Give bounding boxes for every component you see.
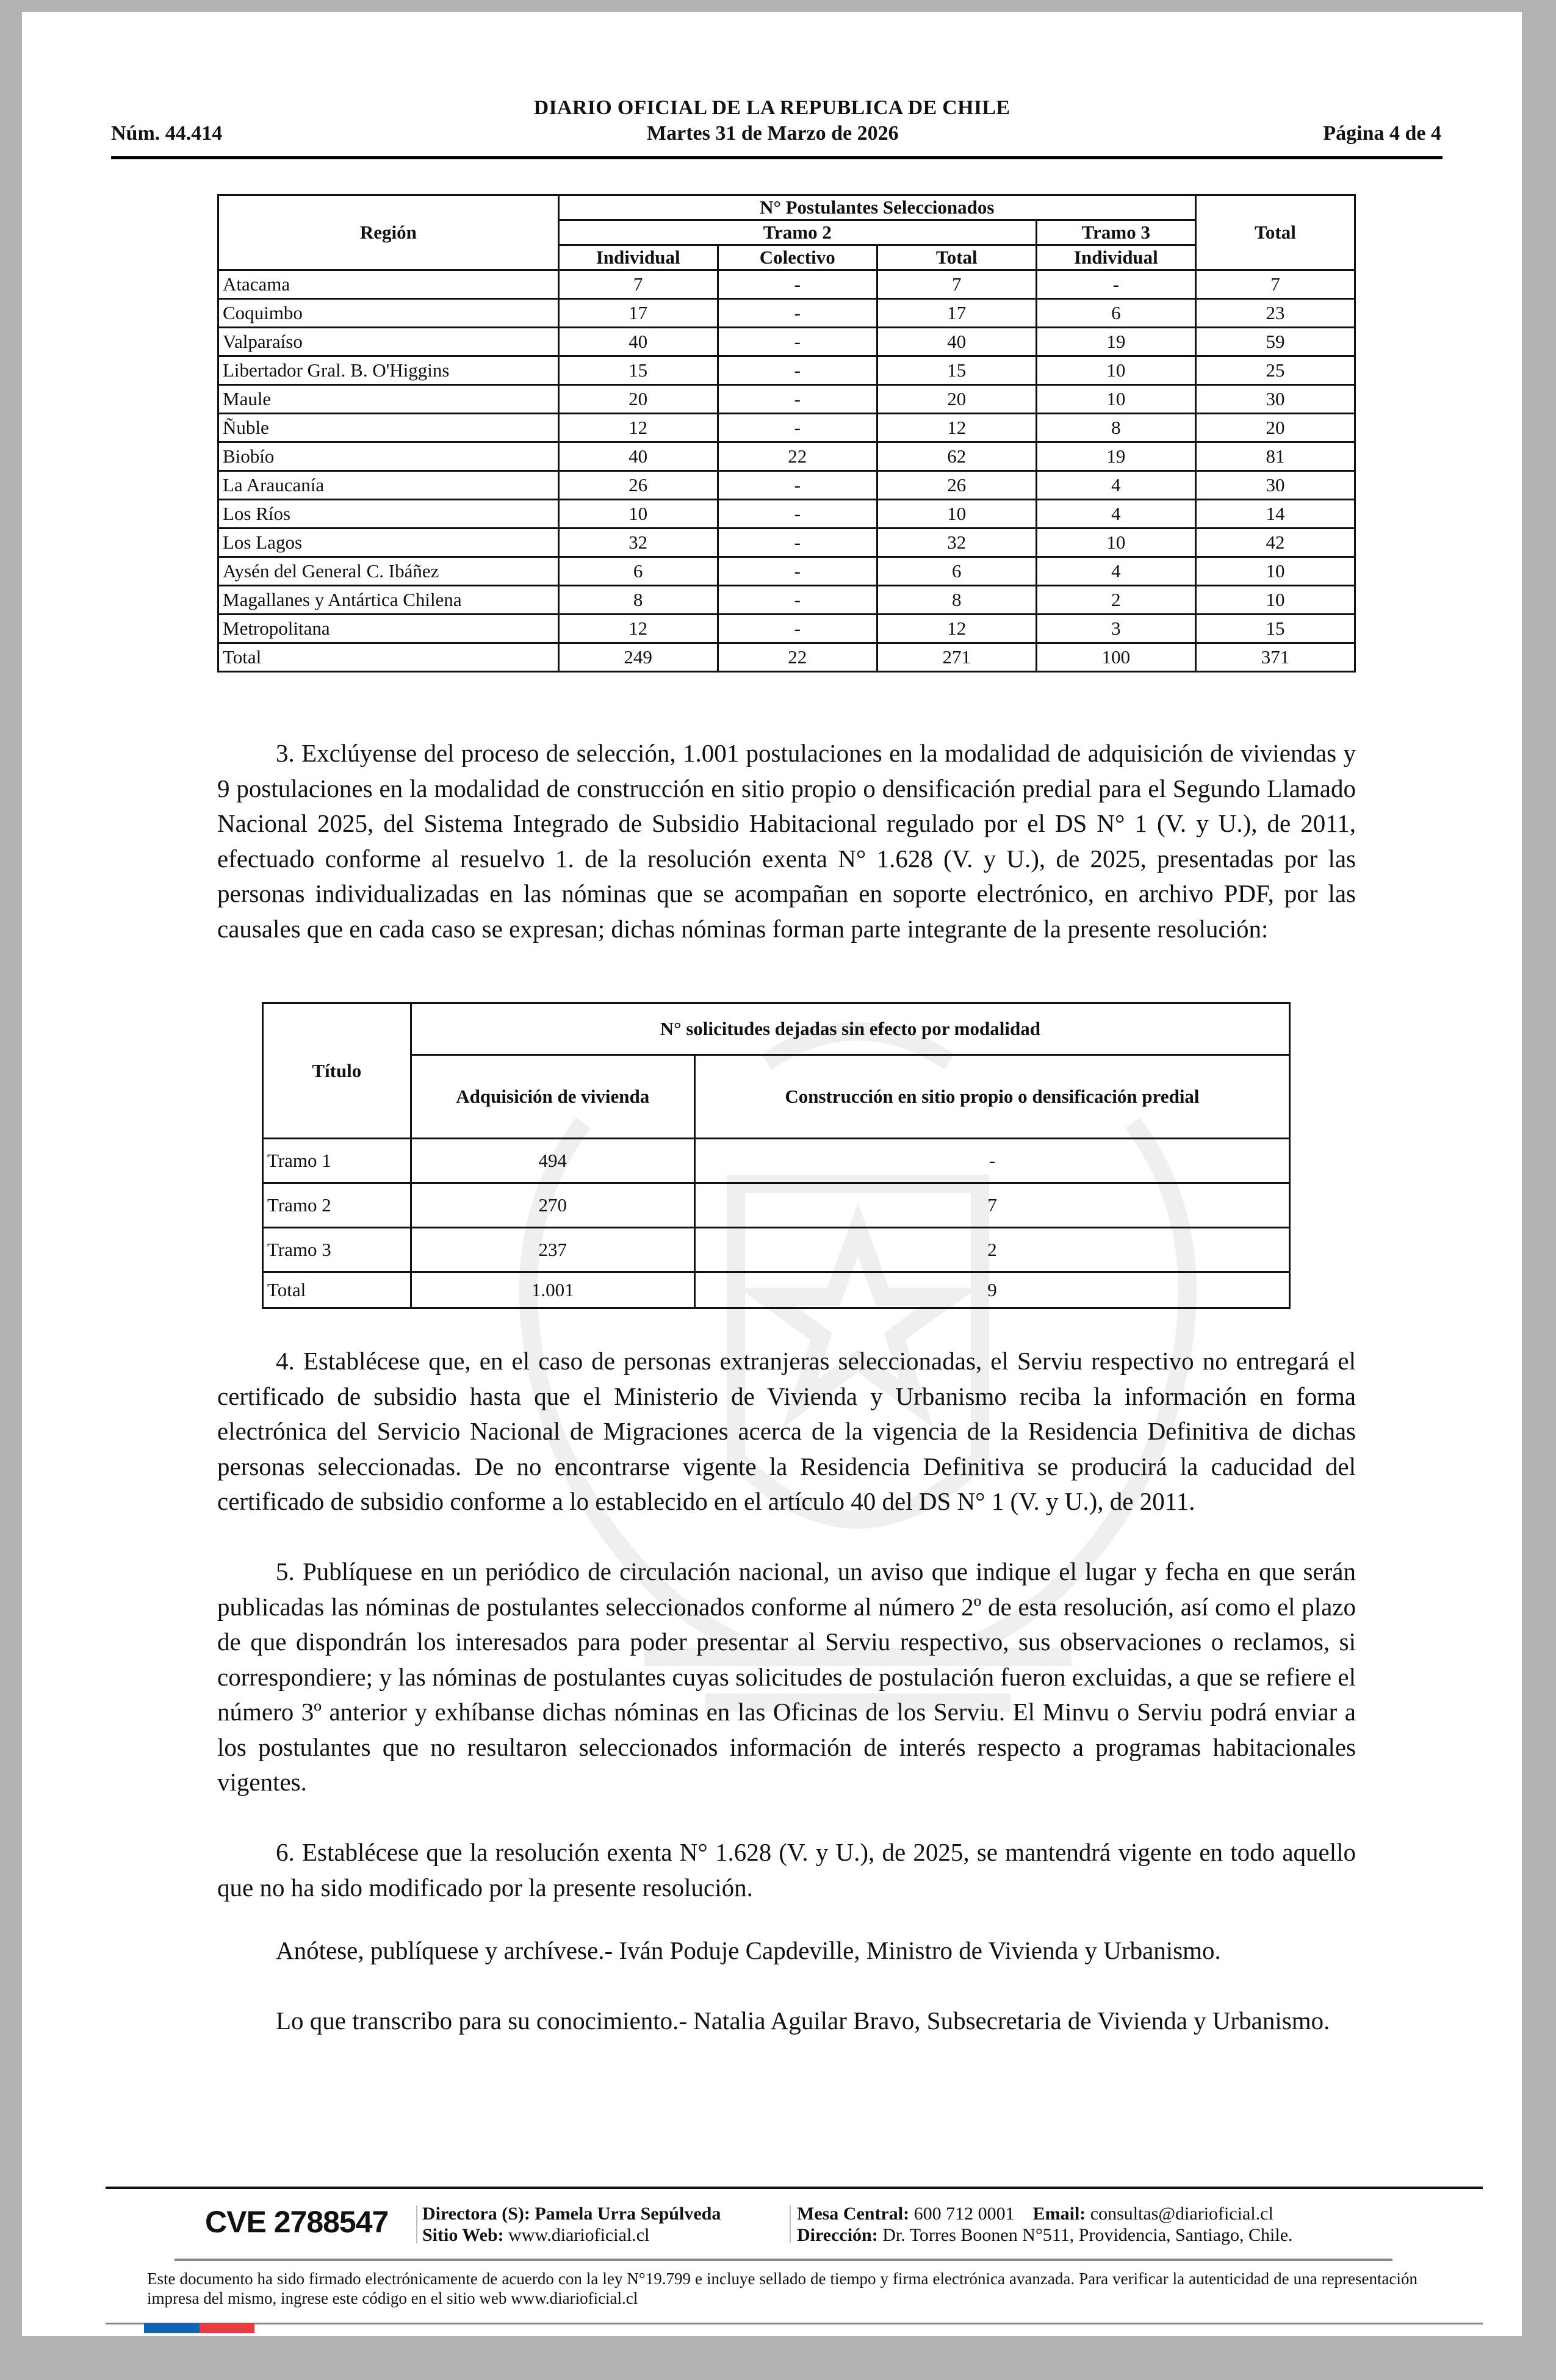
- paragraph-3: 3. Exclúyense del proceso de selección, 1.001 postulaciones en la modalidad de adquisición de viviendas y 9 postulaciones en la modalidad de construcción en sitio propio o densificación predial para el Segundo Llamado Nacional 2025, del Sistema Integrado de Subsidio Habitacional regulado por el DS N° 1 (V. y U.), de 2011, efectuado conforme al resuelvo 1. de la resolución exenta N° 1.628 (V. y U.), de 2025, presentadas por las personas individualizadas en las nóminas que se acompañan en soporte electrónico, en archivo PDF, por las causales que en cada caso se expresan; dichas nóminas forman parte integrante de la presente resolución:: [217, 739, 1356, 943]
- email-link[interactable]: consultas@diarioficial.cl: [1090, 2204, 1273, 2224]
- flag-stripe-blue-icon: [144, 2323, 200, 2333]
- table-row: Biobío 40 22 62 19 81: [218, 442, 1355, 471]
- paragraph-6: 6. Establécese que la resolución exenta N° 1.628 (V. y U.), de 2025, se mantendrá vigente en todo aquello que no ha sido modificado por la presente resolución.: [217, 1838, 1356, 1902]
- issue-number: Núm. 44.414: [111, 122, 223, 145]
- legal-notice: Este documento ha sido firmado electrónicamente de acuerdo con la ley N°19.799 e incluye sellado de tiempo y firma electrónica avanzada. Para verificar la autenticidad de una representación impresa del mismo, ingrese este código en el sitio web www.diarioficial.cl: [147, 2270, 1417, 2307]
- selected-applicants-table: [217, 194, 1356, 673]
- paragraph-5: 5. Publíquese en un periódico de circulación nacional, un aviso que indique el lugar y fecha en que serán publicadas las nóminas de postulantes seleccionados conforme al número 2º de esta resolución, así como el plazo de que dispondrán los interesados para poder presentar al Serviu respectivo, sus observaciones o reclamos, si correspondiere; y las nóminas de postulantes cuyas solicitudes de postulación fueron excluidas, a que se refiere el número 3º anterior y exhíbanse dichas nóminas en las Oficinas de los Serviu. El Minvu o Serviu podrá enviar a los postulantes que no resultaron seleccionados información de interés respecto a programas habitacionales vigentes.: [217, 1557, 1356, 1796]
- excluded-applications-table: [262, 1002, 1291, 1309]
- col-header-tramo2: Tramo 2: [558, 220, 1036, 245]
- table-row: La Araucanía 26 - 26 4 30: [218, 471, 1355, 500]
- paragraph-4: 4. Establécese que, en el caso de personas extranjeras seleccionadas, el Serviu respectivo no entregará el certificado de subsidio hasta que el Ministerio de Vivienda y Urbanismo reciba la información en forma electrónica del Servicio Nacional de Migraciones acerca de la vigencia de la Residencia Definitiva de dichas personas seleccionadas. De no encontrarse vigente la Residencia Definitiva se producirá la caducidad del certificado de subsidio conforme a lo establecido en el artículo 40 del DS N° 1 (V. y U.), de 2011.: [217, 1347, 1356, 1515]
- col-header-adquisicion: Adquisición de vivienda: [411, 1055, 694, 1139]
- col-header-individual: Individual: [558, 245, 718, 270]
- col-header-region: Región: [218, 195, 559, 270]
- flag-stripe-red-icon: [200, 2323, 254, 2333]
- table-total-row: Total 1.001 9: [263, 1272, 1290, 1308]
- table-total-row: Total 249 22 271 100 371: [218, 643, 1355, 672]
- table-row: Valparaíso 40 - 40 19 59: [218, 328, 1355, 356]
- table-row: Los Lagos 32 - 32 10 42: [218, 528, 1355, 557]
- sitio-link[interactable]: www.diarioficial.cl: [508, 2225, 650, 2245]
- closing-signature-minister: Anótese, publíquese y archívese.- Iván Poduje Capdeville, Ministro de Vivienda y Urbanismo.: [276, 1936, 1221, 1964]
- col-header-titulo: Título: [263, 1003, 411, 1139]
- table-row: Tramo 3 237 2: [263, 1228, 1290, 1272]
- footer-divider-2: [175, 2259, 1392, 2261]
- page-indicator: Página 4 de 4: [1323, 122, 1441, 145]
- col-header-group: N° Postulantes Seleccionados: [558, 195, 1195, 220]
- col-header-total: Total: [1195, 195, 1355, 270]
- directora-label: Directora (S): Pamela Urra Sepúlveda: [422, 2204, 721, 2224]
- header-row: [111, 122, 1441, 145]
- footer-director-block: [422, 2203, 721, 2246]
- sitio-label: Sitio Web:: [422, 2225, 504, 2245]
- direccion-label: Dirección:: [797, 2225, 878, 2245]
- closing-signature-subsecretaria: Lo que transcribo para su conocimiento.- Natalia Aguilar Bravo, Subsecretaria de Vivienda y Urbanismo.: [276, 2007, 1330, 2035]
- mesa-phone: 600 712 0001: [913, 2204, 1015, 2224]
- footer-contact-block: [797, 2203, 1293, 2246]
- footer-divider-3: [106, 2323, 1483, 2324]
- col-header-tramo3-individual: Individual: [1036, 245, 1195, 270]
- col-header-group: N° solicitudes dejadas sin efecto por modalidad: [411, 1003, 1289, 1055]
- col-header-colectivo: Colectivo: [718, 245, 877, 270]
- table-row: Los Ríos 10 - 10 4 14: [218, 500, 1355, 528]
- footer-separator: [416, 2205, 417, 2243]
- table-row: Metropolitana 12 - 12 3 15: [218, 615, 1355, 643]
- table-row: Atacama 7 - 7 - 7: [218, 270, 1355, 299]
- col-header-tramo3: Tramo 3: [1036, 220, 1195, 245]
- footer-separator: [790, 2205, 791, 2243]
- footer-divider: [106, 2187, 1483, 2189]
- mesa-label: Mesa Central:: [797, 2204, 910, 2224]
- document-page: [22, 12, 1522, 2336]
- header-divider: [111, 156, 1443, 159]
- col-header-construccion: Construcción en sitio propio o densificación predial: [694, 1055, 1289, 1139]
- table-row: Coquimbo 17 - 17 6 23: [218, 299, 1355, 328]
- table-row: Maule 20 - 20 10 30: [218, 385, 1355, 414]
- table-row: Aysén del General C. Ibáñez 6 - 6 4 10: [218, 557, 1355, 586]
- table-row: Libertador Gral. B. O'Higgins 15 - 15 10 25: [218, 356, 1355, 385]
- table-row: Tramo 2 270 7: [263, 1183, 1290, 1228]
- table-row: Tramo 1 494 -: [263, 1139, 1290, 1183]
- table-row: Magallanes y Antártica Chilena 8 - 8 2 10: [218, 586, 1355, 615]
- direccion-value: Dr. Torres Boonen N°511, Providencia, Santiago, Chile.: [882, 2225, 1293, 2245]
- email-label: Email:: [1032, 2204, 1086, 2224]
- col-header-tramo2-total: Total: [877, 245, 1036, 270]
- table-row: Ñuble 12 - 12 8 20: [218, 414, 1355, 442]
- issue-date: Martes 31 de Marzo de 2026: [647, 122, 899, 145]
- newspaper-title: DIARIO OFICIAL DE LA REPUBLICA DE CHILE: [533, 96, 1010, 119]
- cve-code: CVE 2788547: [205, 2205, 389, 2239]
